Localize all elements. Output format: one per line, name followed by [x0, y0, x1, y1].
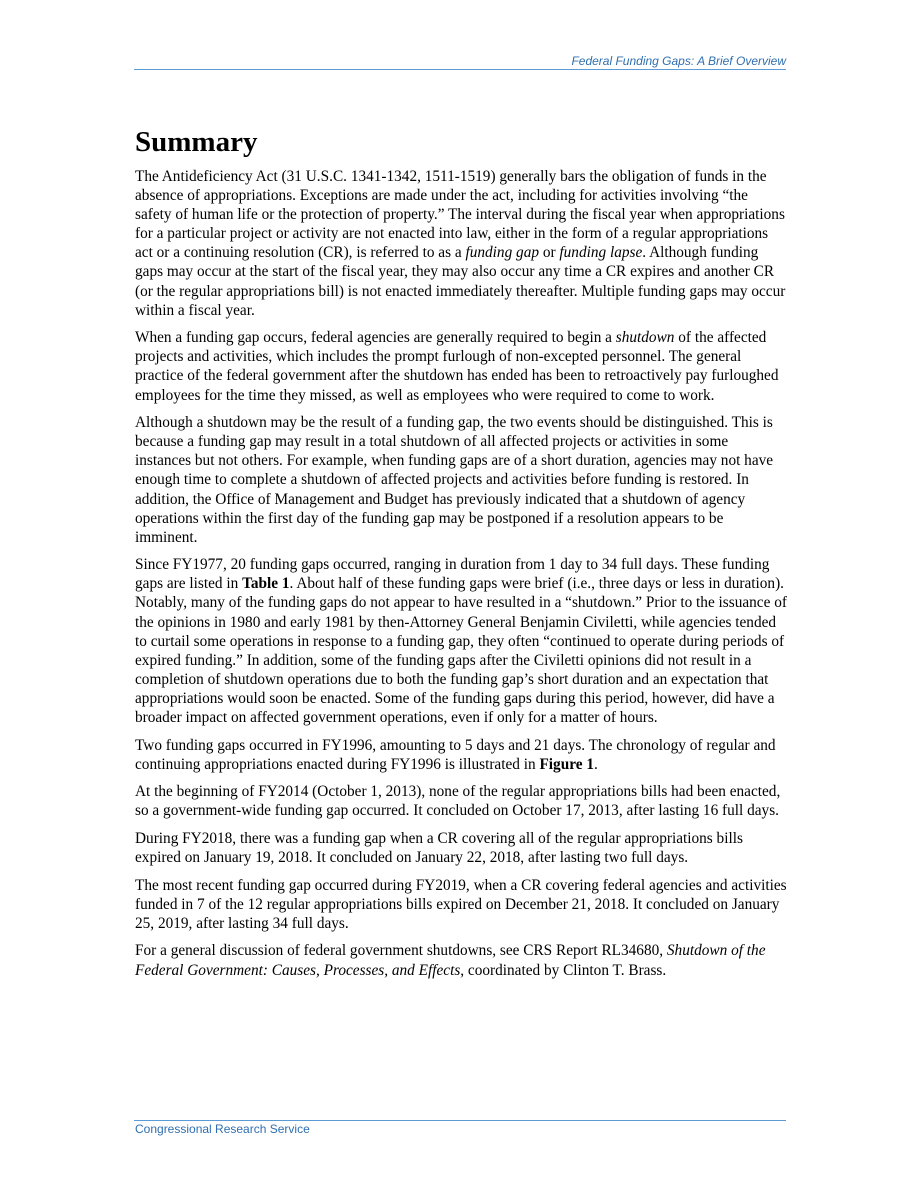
paragraph-fy2014: At the beginning of FY2014 (October 1, 2013), none of the regular appropriations bills had been enacted, so a government-wide funding gap occurred. It concluded on October 17, 2013, after lasting 16 full days.	[135, 783, 781, 820]
running-header: Federal Funding Gaps: A Brief Overview	[571, 54, 786, 68]
footer-organization: Congressional Research Service	[135, 1122, 310, 1136]
section-title: Summary	[135, 126, 258, 158]
paragraph-distinction: Although a shutdown may be the result of a funding gap, the two events should be distinguished. This is because a funding gap may result in a total shutdown of all affected projects or activities in some instances but not others. For example, when funding gaps are of a short duration, agencies may not have enough time to complete a shutdown of affected projects and activities before funding is restored. In addition, the Office of Management and Budget has previously indicated that a shutdown of agency operations within the first day of the funding gap may be postponed if a resolution appears to be imminent.	[135, 414, 774, 546]
term-funding-lapse: funding lapse	[559, 244, 643, 262]
paragraph-fy1996: Two funding gaps occurred in FY1996, amounting to 5 days and 21 days. The chronology of regular and continuing appropriations enacted during FY1996 is illustrated in Figure 1.	[135, 736, 776, 773]
paragraph-antideficiency-act: The Antideficiency Act (31 U.S.C. 1341-1342, 1511-1519) generally bars the obligation of funds in the absence of appropriations. Exceptions are made under the act, including for activities involving “the safety of human life or the protection of property.” The interval during the fiscal year when appropriations for a particular project or activity are not enacted into law, either in the form of a regular appropriations act or a continuing resolution (CR), is referred to as a funding gap or funding lapse. Although funding gaps may occur at the start of the fiscal year, they may also occur any time a CR expires and another CR (or the regular appropriations bill) is not enacted immediately thereafter. Multiple funding gaps may occur within a fiscal year.	[135, 168, 786, 319]
paragraph-fy2019: The most recent funding gap occurred during FY2019, when a CR covering federal agencies and activities funded in 7 of the 12 regular appropriations bills expired on December 21, 2018. It concluded on January 25, 2019, after lasting 34 full days.	[135, 876, 787, 932]
term-shutdown: shutdown	[615, 329, 675, 347]
summary-body	[135, 167, 787, 988]
paragraph-fy2018: During FY2018, there was a funding gap when a CR covering all of the regular appropriations bills expired on January 19, 2018. It concluded on January 22, 2018, after lasting two full days.	[135, 830, 743, 867]
footer-divider	[134, 1120, 786, 1121]
paragraph-further-reading: For a general discussion of federal government shutdowns, see CRS Report RL34680, Shutdown of the Federal Government: Causes, Processes, and Effects, coordinated by Clinton T. Brass.	[135, 942, 766, 979]
report-title-reference: Shutdown of the Federal Government: Causes, Processes, and Effects	[135, 942, 766, 979]
paragraph-shutdown: When a funding gap occurs, federal agencies are generally required to begin a shutdown of the affected projects and activities, which includes the prompt furlough of non-excepted personnel. The general practice of the federal government after the shutdown has ended has been to retroactively pay furloughed employees for the time they missed, as well as employees who were required to come to work.	[135, 329, 779, 404]
term-funding-gap: funding gap	[465, 244, 539, 262]
paragraph-history: Since FY1977, 20 funding gaps occurred, ranging in duration from 1 day to 34 full days. These funding gaps are listed in Table 1. About half of these funding gaps were brief (i.e., three days or less in duration). Notably, many of the funding gaps do not appear to have resulted in a “shutdown.” Prior to the issuance of the opinions in 1980 and early 1981 by then-Attorney General Benjamin Civiletti, while agencies tended to curtail some operations in response to a funding gap, they often “continued to operate during periods of expired funding.” In addition, some of the funding gaps after the Civiletti opinions did not result in a completion of shutdown operations due to both the funding gap’s short duration and an expectation that appropriations would soon be enacted. Some of the funding gaps during this period, however, did have a broader impact on affected government operations, even if only for a matter of hours.	[135, 556, 787, 727]
figure-1-reference: Figure 1	[539, 755, 594, 773]
header-divider	[134, 69, 786, 70]
table-1-reference: Table 1	[242, 575, 290, 593]
